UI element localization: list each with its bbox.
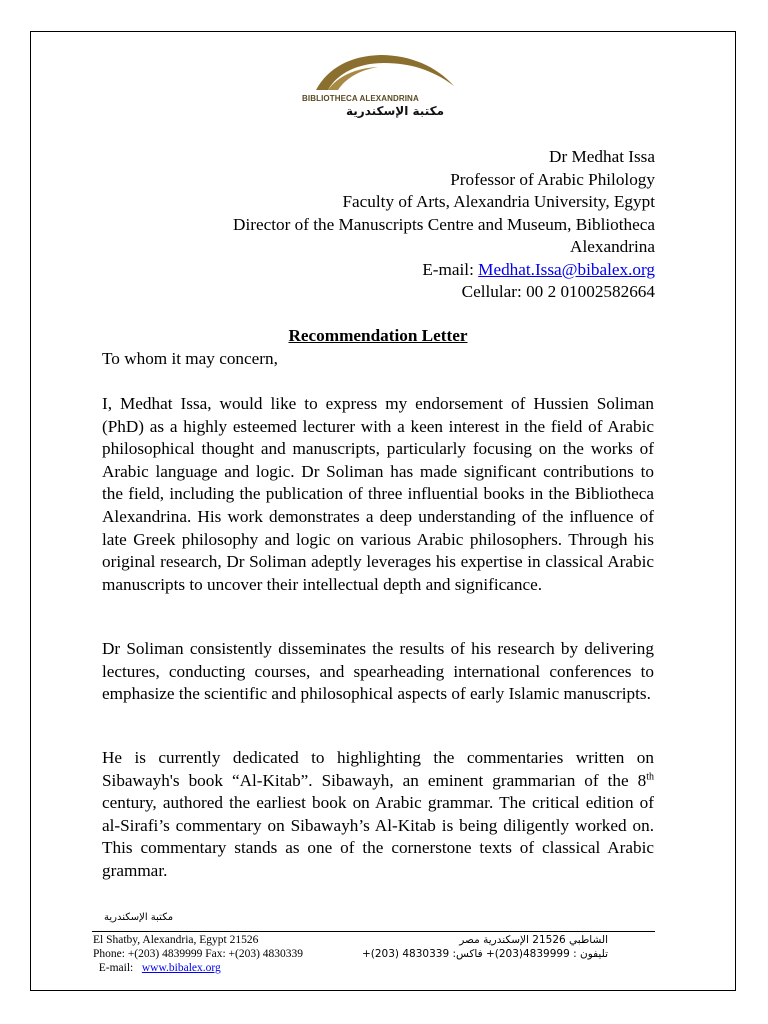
paragraph-3-part-a: He is currently dedicated to highlighting the commentaries written on Sibawayh's book “Al-Kitab”. Sibawayh, an eminent grammarian of the 8: [102, 748, 654, 790]
salutation: To whom it may concern,: [102, 349, 278, 368]
letter-title: Recommendation Letter: [288, 326, 468, 345]
sender-faculty: Faculty of Arts, Alexandria University, Egypt: [342, 192, 655, 211]
footer-website-link[interactable]: www.bibalex.org: [141, 962, 221, 974]
ordinal-suffix: th: [646, 770, 654, 782]
sender-cellular: Cellular: 00 2 01002582664: [461, 282, 655, 301]
logo-name-en: BIBLIOTHECA ALEXANDRINA: [302, 94, 419, 103]
footer-divider: [92, 931, 655, 932]
paragraph-1: I, Medhat Issa, would like to express my endorsement of Hussien Soliman (PhD) as a highly esteemed lecturer with a keen interest in the field of Arabic philosophical thought and manuscripts, particularly focusing on the works of Arabic language and logic. Dr Soliman has made significant contributions to the field, including the publication of three influential books in the Bibliotheca Alexandrina. His work demonstrates a deep understanding of the influence of late Greek philosophy and logic on various Arabic philosophers. Through his original research, Dr Soliman adeptly leverages his expertise in classical Arabic manuscripts to uncover their intellectual depth and significance.: [102, 394, 654, 594]
sender-email-label: E-mail:: [422, 259, 474, 279]
footer-address: El Shatby, Alexandria, Egypt 21526: [93, 934, 259, 946]
sender-email-line: [155, 259, 655, 282]
footer-arabic-phone: تليفون : 4839999(203)+ فاكس: 4830339 (203)+: [361, 948, 608, 960]
paragraph-3-part-b: century, authored the earliest book on Arabic grammar. The critical edition of al-Sirafi’s commentary on Sibawayh’s Al-Kitab is being diligently worked on. This commentary stands as one of the cornerstone texts of classical Arabic grammar.: [102, 793, 654, 880]
sender-director-line2: Alexandrina: [570, 237, 655, 256]
footer-arabic-name: مكتبة الإسكندرية: [104, 912, 174, 923]
footer-arabic-address: الشاطبي 21526 الإسكندرية مصر: [459, 934, 608, 946]
footer-email-label: E-mail:: [98, 962, 134, 974]
sender-email-link[interactable]: Medhat.Issa@bibalex.org: [478, 259, 655, 279]
footer-phone-fax: Phone: +(203) 4839999 Fax: +(203) 4830339: [93, 948, 304, 960]
footer-contact-ar: [362, 933, 608, 961]
sender-title: Professor of Arabic Philology: [450, 169, 655, 189]
paragraph-3: [102, 747, 654, 883]
paragraph-2: Dr Soliman consistently disseminates the results of his research by delivering lectures, conducting courses, and spearheading international conferences to emphasize the scientific and philosophical aspects of early Islamic manuscripts.: [102, 639, 654, 704]
sender-name: Dr Medhat Issa: [549, 147, 655, 166]
logo-arc-icon: [298, 50, 468, 100]
footer-contact-en: [93, 933, 303, 975]
sender-block: [155, 146, 655, 304]
sender-director-line1: Director of the Manuscripts Centre and Museum, Bibliotheca: [233, 214, 655, 234]
bibliotheca-alexandrina-logo: [298, 50, 468, 122]
footer-email-line: [93, 961, 303, 975]
logo-name-ar: مكتبة الإسكندرية: [346, 104, 445, 118]
